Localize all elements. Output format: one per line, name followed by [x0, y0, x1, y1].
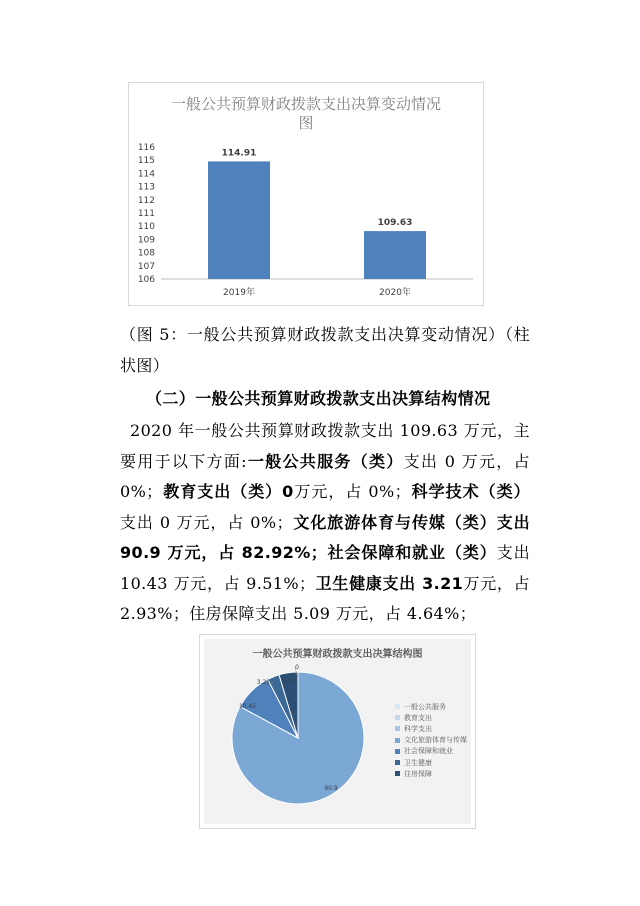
y-tick-label: 115 [137, 156, 155, 167]
legend-item [395, 757, 467, 768]
bar [364, 231, 426, 279]
x-tick-label: 2020年 [379, 288, 411, 298]
pie-label-0: 0 [295, 664, 299, 671]
legend-swatch [395, 726, 400, 731]
legend-label: 文化旅游体育与传媒 [404, 736, 467, 745]
legend-item [395, 712, 467, 723]
body-intro: 2020 年一般公共预算财政拨款支出 109.63 万元，主要用于以下方面: [120, 421, 530, 471]
legend-item [395, 701, 467, 712]
bar-chart-title: 一般公共预算财政拨款支出决算变动情况图 [170, 95, 441, 132]
bar [208, 161, 270, 279]
y-tick-label: 109 [137, 235, 155, 246]
y-tick-label: 113 [137, 182, 155, 193]
body-p6: 支出 0 万元，占 0%； [120, 512, 293, 532]
y-tick-label: 106 [137, 275, 155, 285]
legend-label: 教育支出 [404, 713, 432, 722]
y-tick-label: 110 [137, 222, 155, 233]
body-paragraph [120, 416, 530, 630]
legend-label: 科学支出 [404, 724, 432, 733]
legend-swatch [395, 771, 400, 776]
body-p2: 支出 0 万元，占 0%； [120, 451, 530, 501]
y-tick-label: 114 [137, 169, 155, 180]
bar-chart [128, 82, 484, 306]
y-tick-label: 108 [137, 248, 155, 259]
body-p3: 教育支出（类）0 [162, 482, 294, 501]
bar-value-label: 114.91 [221, 148, 257, 159]
legend-swatch [395, 715, 400, 720]
pie-legend [395, 701, 467, 779]
body-p8: 支出 10.43 万元，占 9.51%； [120, 543, 530, 593]
legend-label: 社会保障和就业 [404, 747, 453, 756]
legend-swatch [395, 749, 400, 754]
pie-label-10-45: 10.45 [238, 703, 256, 710]
pie-label-90-9: 90.9 [324, 785, 338, 792]
y-tick-label: 112 [137, 195, 155, 206]
legend-item [395, 723, 467, 734]
x-tick-label: 2019年 [223, 288, 255, 298]
bar-value-label: 109.63 [377, 218, 413, 229]
body-p7: 文化旅游体育与传媒（类）支出 90.9 万元，占 82.92%；社会保障和就业（类） [120, 512, 530, 562]
section-heading: （二）一般公共预算财政拨款支出决算结构情况 [146, 389, 491, 408]
legend-label: 住房保障 [404, 769, 432, 778]
legend-label: 卫生健康 [404, 758, 432, 767]
bar-chart-plot [129, 83, 483, 305]
pie-chart-title: 一般公共预算财政拨款支出决算结构图 [252, 649, 423, 660]
body-p4: 万元，占 0%； [293, 482, 411, 501]
legend-swatch [395, 760, 400, 765]
pie-label-5-09: 5.09 [283, 678, 297, 685]
legend-swatch [395, 738, 400, 743]
body-p10: 万元，占 2.93%；住房保障支出 5.09 万元，占 4.64%； [120, 573, 531, 623]
y-tick-label: 116 [137, 143, 155, 153]
body-p9: 卫生健康支出 3.21 [315, 573, 464, 593]
legend-label: 一般公共服务 [404, 702, 446, 711]
body-p5: 科学技术（类） [410, 482, 530, 501]
legend-swatch [395, 704, 400, 709]
body-p1: 一般公共服务（类） [246, 451, 404, 471]
y-tick-label: 107 [137, 261, 155, 272]
legend-item [395, 735, 467, 746]
legend-item [395, 746, 467, 757]
pie-label-3-21: 3.21 [256, 679, 270, 686]
figure-caption: （图 5：一般公共预算财政拨款支出决算变动情况）（柱状图） [120, 325, 530, 375]
y-tick-label: 111 [137, 209, 155, 219]
legend-item [395, 768, 467, 779]
